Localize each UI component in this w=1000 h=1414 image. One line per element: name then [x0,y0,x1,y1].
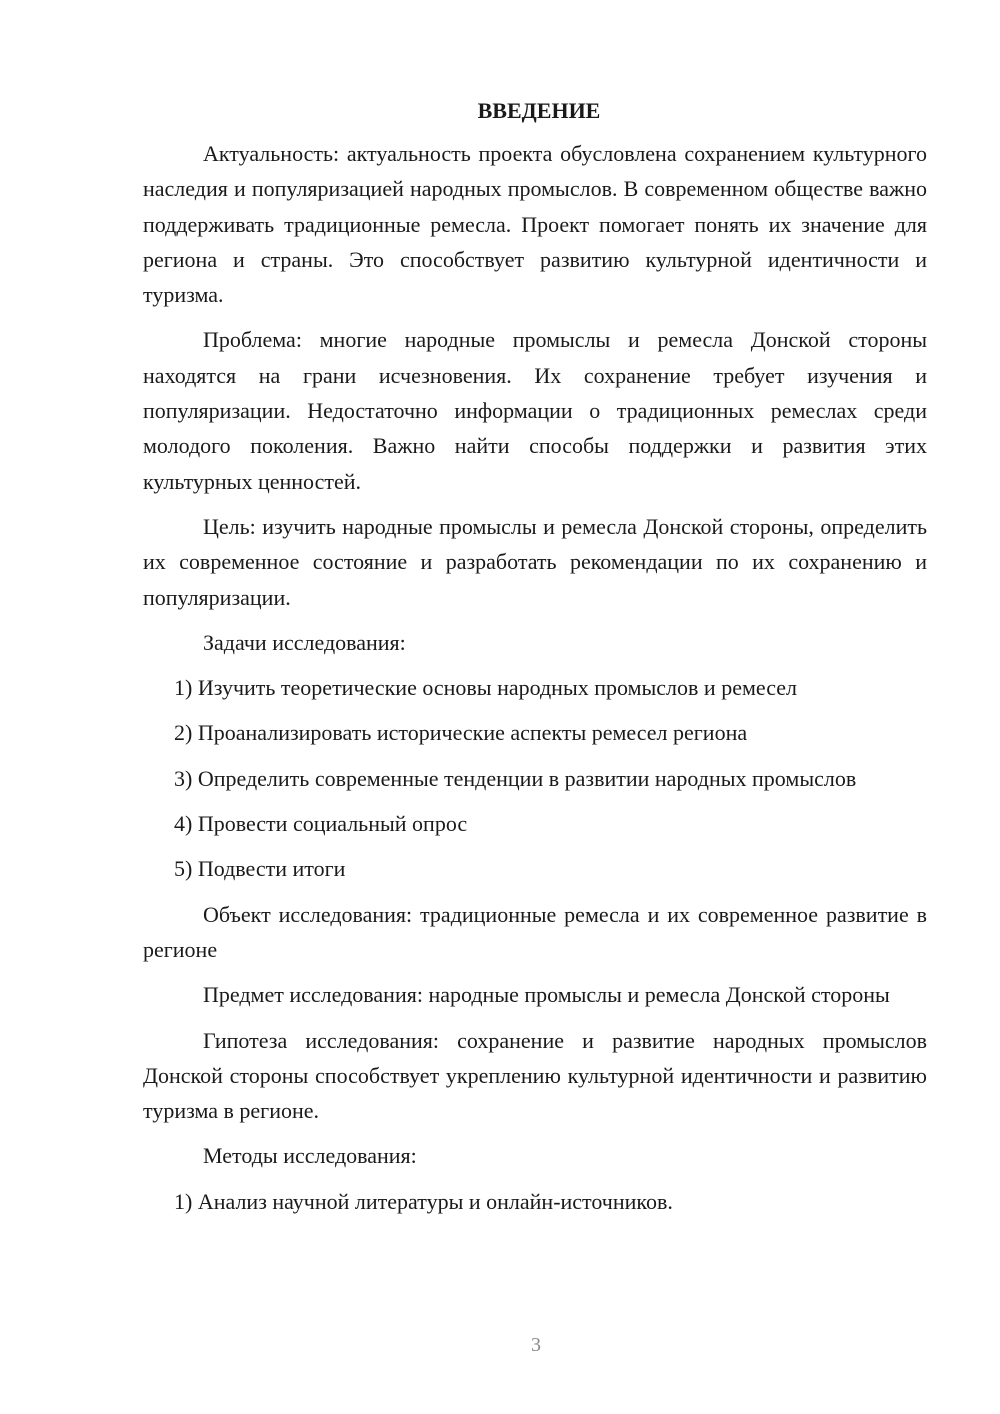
page-content [143,93,927,1229]
problem-paragraph: Проблема: многие народные промыслы и ремесла Донской стороны находятся на грани исчезновения. Их сохранение требует изучения и популяризации. Недостаточно информации о традиционных ремеслах среди молодого поколения. Важно найти способы поддержки и развития этих культурных ценностей. [143,327,927,494]
task-item: 5) Подвести итоги [174,856,346,882]
page-number: 3 [531,1334,541,1356]
hypothesis-paragraph: Гипотеза исследования: сохранение и развитие народных промыслов Донской стороны способствует укреплению культурной идентичности и развитию туризма в регионе. [143,1027,927,1124]
methods-list [143,1184,927,1219]
task-item: 3) Определить современные тенденции в развитии народных промыслов [174,765,857,791]
method-item: 1) Анализ научной литературы и онлайн-источников. [174,1188,673,1214]
section-heading: ВВЕДЕНИЕ [477,98,601,123]
tasks-heading: Задачи исследования: [203,629,406,655]
task-item: 4) Провести социальный опрос [174,811,468,837]
tasks-list [143,670,927,886]
goal-paragraph: Цель: изучить народные промыслы и ремесла Донской стороны, определить их современное состояние и разработать рекомендации по их сохранению и популяризации. [143,513,927,610]
object-paragraph: Объект исследования: традиционные ремесла и их современное развитие в регионе [143,901,927,962]
task-item: 2) Проанализировать исторические аспекты ремесел региона [174,720,748,746]
methods-heading: Методы исследования: [203,1143,417,1169]
task-item: 1) Изучить теоретические основы народных промыслов и ремесел [174,675,797,701]
relevance-paragraph: Актуальность: актуальность проекта обусловлена сохранением культурного наследия и популяризацией народных промыслов. В современном обществе важно поддерживать традиционные ремесла. Проект помогает понять их значение для региона и страны. Это способствует развитию культурной идентичности и туризма. [143,141,927,308]
subject-paragraph: Предмет исследования: народные промыслы и ремесла Донской стороны [203,982,890,1008]
